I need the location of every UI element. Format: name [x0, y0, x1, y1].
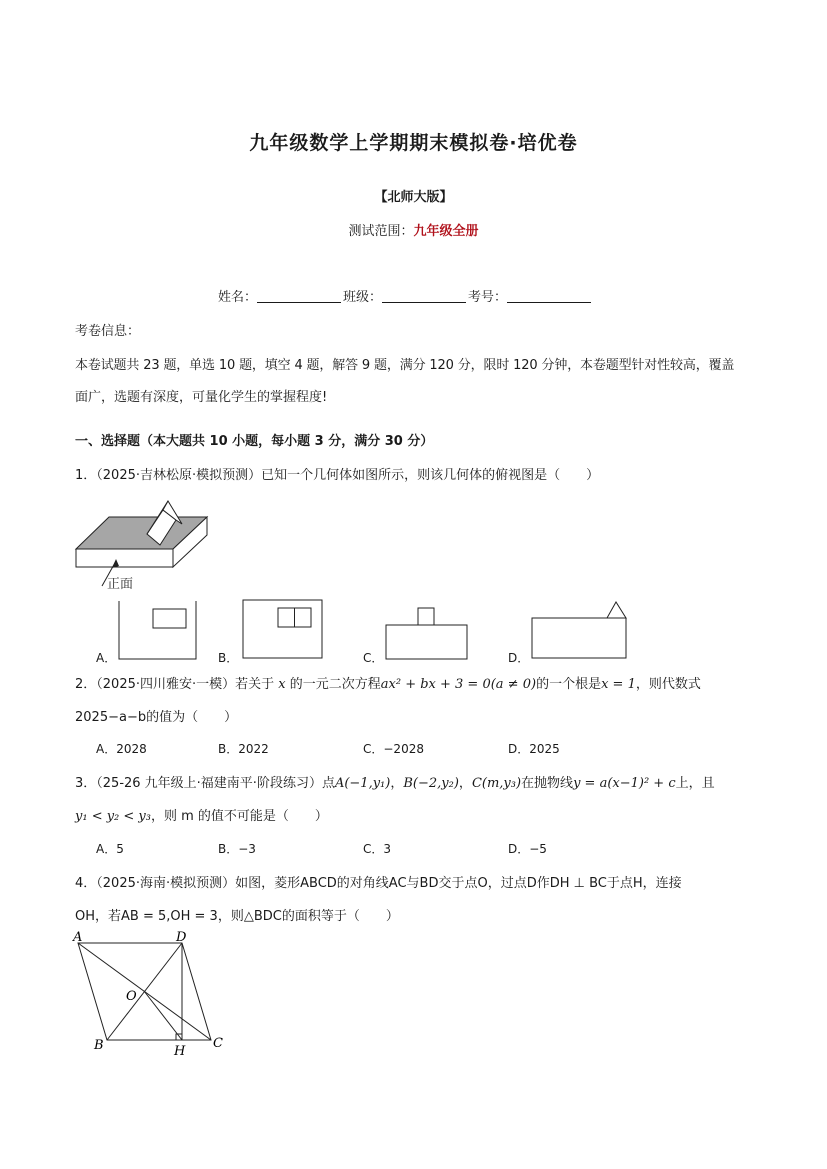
- question-1-text: 1．（2025·吉林松原·模拟预测）已知一个几何体如图所示，则该几何体的俯视图是（ ）: [75, 468, 600, 483]
- info-line-1: 本卷试题共 23 题，单选 10 题，填空 4 题，解答 9 题，满分 120 分，限时 120 分钟，本卷题型针对性较高，覆盖: [75, 358, 735, 373]
- q1-option-b-figure[interactable]: [242, 599, 324, 661]
- q1-option-b-label[interactable]: B．: [218, 651, 239, 665]
- label-c: C: [213, 1036, 223, 1051]
- point-b: B(−2,y₂): [403, 776, 459, 791]
- info-line-2: 面广，选题有深度，可量化学生的掌握程度!: [75, 390, 328, 405]
- scope-label: 测试范围：: [348, 224, 414, 239]
- label-a: A: [73, 930, 83, 945]
- q1-option-c-figure[interactable]: [385, 607, 469, 661]
- q1-option-a-figure[interactable]: [118, 601, 198, 661]
- question-4-line-2: OH，若AB = 5,OH = 3，则△BDC的面积等于（ ）: [75, 909, 399, 924]
- q2-option-b[interactable]: B．2022: [218, 742, 269, 756]
- parabola-equation: y = a(x−1)² + c: [573, 776, 676, 791]
- name-blank[interactable]: [257, 290, 341, 303]
- var-x: x: [278, 677, 286, 692]
- q1-option-d-label[interactable]: D．: [508, 651, 530, 665]
- question-4-line-1: 4．（2025·海南·模拟预测）如图，菱形ABCD的对角线AC与BD交于点O，过点D作DH ⊥ BC于点H，连接: [75, 876, 682, 891]
- point-a: A(−1,y₁): [334, 776, 391, 791]
- class-label: 班级：: [343, 290, 383, 305]
- student-info-fields: [218, 286, 593, 305]
- question-2-line-2: 2025−a−b的值为（ ）: [75, 710, 238, 725]
- q3-option-c[interactable]: C．3: [363, 842, 392, 856]
- q1-solid-figure: [72, 498, 212, 593]
- test-scope: [0, 220, 827, 239]
- section-heading: 一、选择题（本大题共 10 小题，每小题 3 分，满分 30 分）: [75, 434, 434, 449]
- q1-option-d-figure[interactable]: [531, 600, 631, 660]
- question-3-line-2: y₁ < y₂ < y₃，则 m 的值不可能是（ ）: [75, 809, 328, 824]
- q2-option-c[interactable]: C．−2028: [363, 742, 424, 756]
- page-title: 九年级数学上学期期末模拟卷·培优卷: [249, 132, 578, 154]
- q1-option-c-label[interactable]: C．: [363, 651, 384, 665]
- front-label: 正面: [107, 577, 134, 592]
- q3-condition: y₁ < y₂ < y₃: [75, 809, 151, 824]
- id-label: 考号：: [468, 290, 508, 305]
- class-blank[interactable]: [382, 290, 466, 303]
- point-c: C(m,y₃): [471, 776, 522, 791]
- label-d: D: [176, 930, 187, 945]
- q2-option-a[interactable]: A．2028: [96, 742, 147, 756]
- label-b: B: [94, 1038, 104, 1053]
- question-3-line-1: 3．（25-26 九年级上·福建南平·阶段练习）点A(−1,y₁)，B(−2,y₂)，C(m,y₃)在抛物线y = a(x−1)² + c上，且: [75, 776, 715, 791]
- q4-rhombus-figure: [68, 928, 238, 1060]
- q3-option-b[interactable]: B．−3: [218, 842, 256, 856]
- q2-root: x = 1: [601, 677, 636, 692]
- q1-option-a-label[interactable]: A．: [96, 651, 117, 665]
- q2-equation: ax² + bx + 3 = 0(a ≠ 0): [380, 677, 537, 692]
- q3-option-a[interactable]: A．5: [96, 842, 124, 856]
- q2-option-d[interactable]: D．2025: [508, 742, 560, 756]
- scope-value: 九年级全册: [413, 224, 479, 239]
- q3-option-d[interactable]: D．−5: [508, 842, 547, 856]
- label-h: H: [174, 1044, 186, 1059]
- label-o: O: [126, 989, 137, 1004]
- edition-label: 【北师大版】: [374, 190, 453, 205]
- name-label: 姓名：: [218, 290, 258, 305]
- question-2-line-1: 2．（2025·四川雅安·一模）若关于 x 的一元二次方程ax² + bx + 3 = 0(a ≠ 0)的一个根是x = 1，则代数式: [75, 677, 701, 692]
- id-blank[interactable]: [507, 290, 591, 303]
- info-heading: 考卷信息：: [75, 324, 141, 339]
